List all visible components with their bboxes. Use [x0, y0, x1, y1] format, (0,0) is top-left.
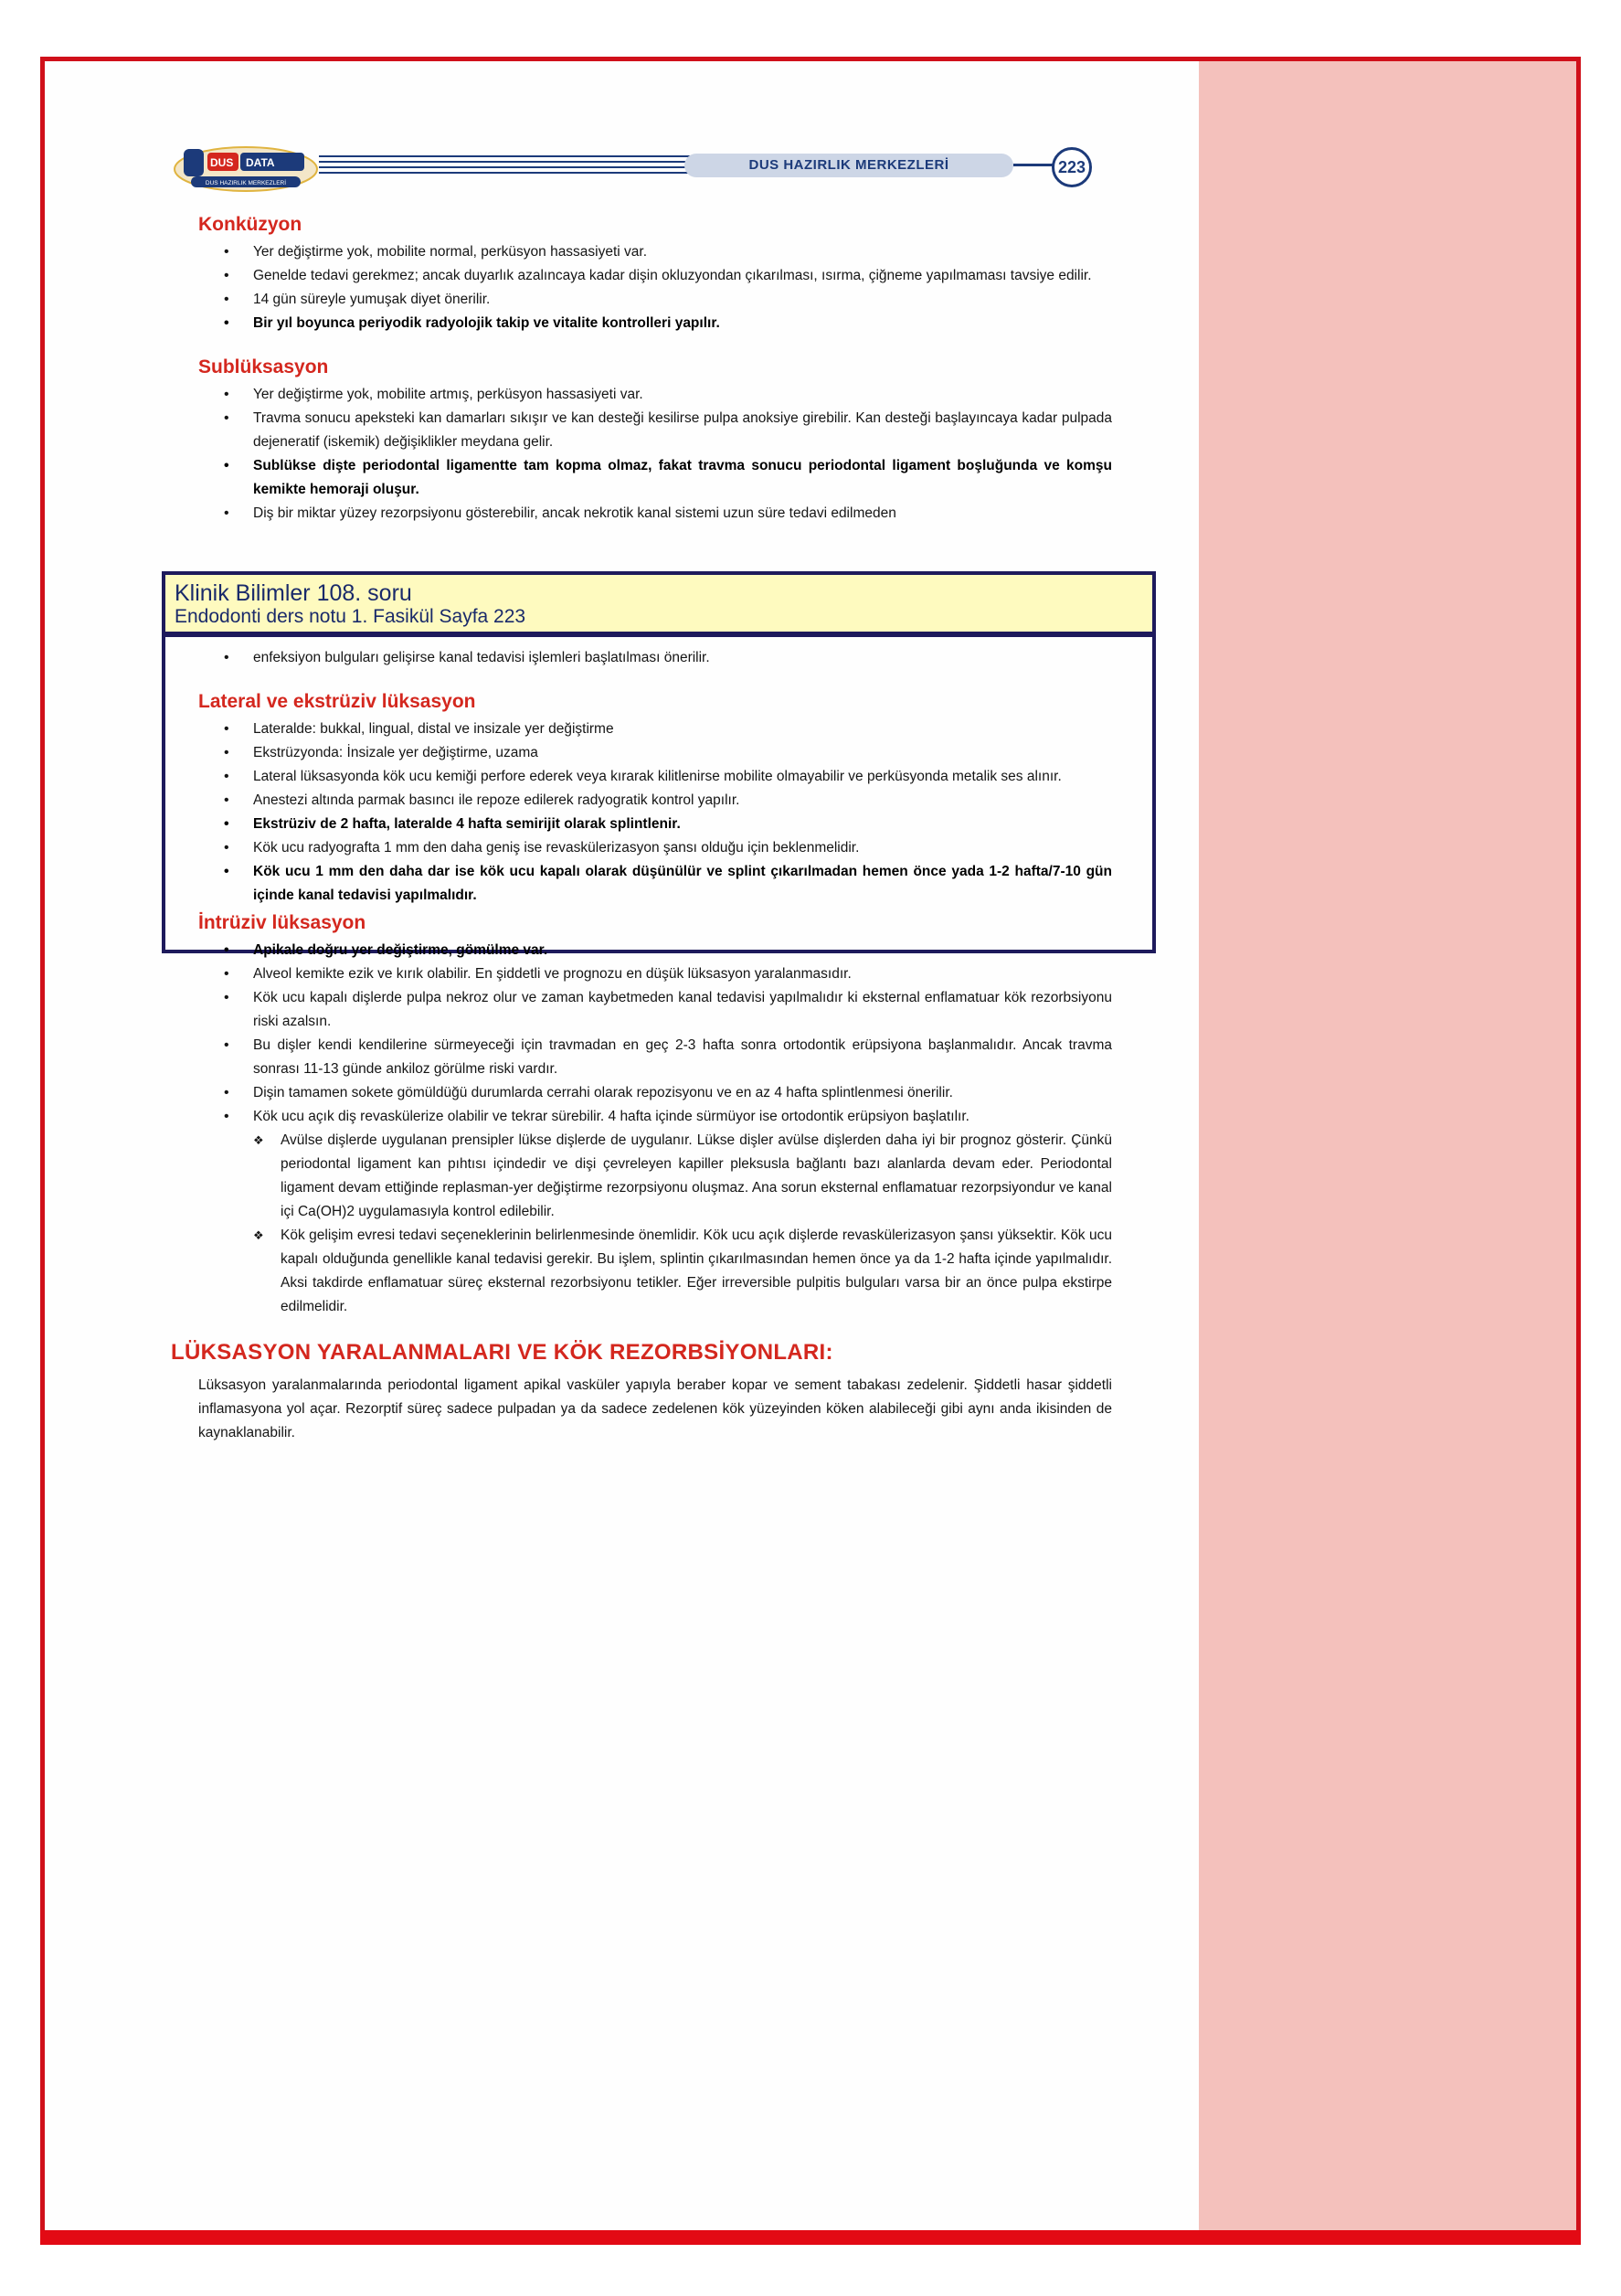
note-subtitle: Endodonti ders notu 1. Fasikül Sayfa 223 — [175, 606, 526, 627]
list-item-text: Bir yıl boyunca periyodik radyolojik takip ve vitalite kontrolleri yapılır. — [253, 315, 720, 331]
list-item — [198, 454, 1112, 502]
page-number: 223 — [1052, 147, 1092, 187]
list-item-text: Sublükse dişte periodontal ligamentte tam kopma olmaz, fakat travma sonucu periodontal ligament boşluğunda ve komşu kemikte hemoraji oluşur. — [253, 458, 1112, 497]
list-item: • 14 gün süreyle yumuşak diyet önerilir. — [198, 288, 1112, 312]
note-title: Klinik Bilimler 108. soru — [175, 580, 412, 606]
section-lateral: Lateral ve ekstrüziv lüksasyon — [198, 691, 476, 712]
list-item — [198, 312, 1112, 335]
list-item: • Ekstrüzyonda: İnsizale yer değiştirme, uzama — [198, 741, 1112, 765]
list-item: • Kök ucu açık diş revaskülerize olabilir ve tekrar sürebilir. 4 hafta içinde sürmüyor ise ortodontik erüpsiyon başlatılır. — [198, 1105, 1112, 1129]
bottom-bar — [40, 2230, 1581, 2245]
section-konkuzyon: Konküzyon — [198, 214, 302, 235]
list-item: • Kök ucu kapalı dişlerde pulpa nekroz olur ve zaman kaybetmeden kanal tedavisi yapılmalıdır ki eksternal enflamatuar kök rezorbsiyonu riski azalsın. — [198, 986, 1112, 1034]
logo-text-dus: DUS — [210, 156, 234, 169]
section-subluksasyon: Sublüksasyon — [198, 356, 329, 377]
middle-content — [171, 646, 1112, 1445]
list-item: • Alveol kemikte ezik ve kırık olabilir. En şiddetli ve prognozu en düşük lüksasyon yaralanmasıdır. — [198, 962, 1112, 986]
lateral-list — [198, 718, 1112, 908]
list-item: • Lateralde: bukkal, lingual, distal ve insizale yer değiştirme — [198, 718, 1112, 741]
document-page — [45, 61, 1199, 2241]
list-item: • Yer değiştirme yok, mobilite normal, perküsyon hassasiyeti var. — [198, 240, 1112, 264]
list-item: • Yer değiştirme yok, mobilite artmış, perküsyon hassasiyeti var. — [198, 383, 1112, 407]
konkuzyon-list — [198, 240, 1112, 335]
final-paragraph: Lüksasyon yaralanmalarında periodontal ligament apikal vasküler yapıyla beraber kopar ve sement tabakası zedelenir. Şiddetli hasar şiddetli inflamasyona yol açar. Rezorptif süreç sadece pulpadan ya da sadece zedelenen kök yüzeyinden köken alabileceği gibi aynı anda ikisinden de kaynaklanabilir. — [198, 1377, 1112, 1440]
list-item: • Kök ucu 1 mm den daha dar ise kök ucu kapalı olarak düşünülür ve splint çıkarılmadan hemen önce yada 1-2 hafta/7-10 gün içinde kanal tedavisi yapılmalıdır. — [198, 860, 1112, 908]
list-item: • Dişin tamamen sokete gömüldüğü durumlarda cerrahi olarak repozisyonu ve en az 4 hafta splintlenmesi önerilir. — [198, 1081, 1112, 1105]
dus-data-logo — [173, 142, 319, 193]
list-item: • Apikale doğru yer değiştirme, gömülme var. — [198, 939, 1112, 962]
page-frame — [40, 57, 1581, 2241]
list-item: • Kök ucu radyografta 1 mm den daha geniş ise revaskülerizasyon şansı olduğu için beklenmelidir. — [198, 836, 1112, 860]
diamond-item: ❖ Kök gelişim evresi tedavi seçeneklerinin belirlenmesinde önemlidir. Kök ucu açık dişlerde revaskülerizasyon şansı yüksektir. Kök ucu kapalı olduğunda genellikle kanal tedavisi gerekir. Bu işlem, splintin çıkarılmasından hemen önce ya da 1-2 hafta içinde yapılmalıdır. Aksi takdirde enflamatuar süreç eksternal rezorbsiyonu tetikler. Eğer irreversible pulpitis bulguları varsa bir an önce pulpa ekstirpe edilmelidir. — [198, 1224, 1112, 1319]
side-panel — [1199, 61, 1581, 2241]
diamond-item: ❖ Avülse dişlerde uygulanan prensipler lükse dişlerde de uygulanır. Lükse dişler avülse dişlerden daha iyi bir prognoz gösterir. Çünkü periodontal ligament kan pıhtısı içindedir ve dişi çevreleyen kapiller pleksusla bağlantı bazı alanlarda devam eder. Periodontal ligament devam ettiğinde replasman-yer değiştirme rezorpsiyonu oluşmaz. Ana sorun eksternal enflamatuar rezorpsiyondur ve kanal içi Ca(OH)2 uygulamasıyla kontrol edilebilir. — [198, 1129, 1112, 1224]
section-luksasyon-rezorbsiyon: LÜKSASYON YARALANMALARI VE KÖK REZORBSİYONLARI: — [171, 1340, 833, 1365]
continuation-line: • enfeksiyon bulguları gelişirse kanal tedavisi işlemleri başlatılması önerilir. — [198, 646, 1112, 670]
list-item: • Bu dişler kendi kendilerine sürmeyeceği için travmadan en geç 2-3 hafta sonra ortodontik erüpsiyona başlanmalıdır. Ancak travma sonrası 11-13 günde ankiloz görülme riski vardır. — [198, 1034, 1112, 1081]
upper-content — [198, 209, 1112, 526]
header-lines — [319, 153, 739, 178]
logo-text-data: DATA — [246, 156, 275, 169]
list-item-text: Genelde tedavi gerekmez; ancak duyarlık azalıncaya kadar dişin okluzyondan çıkarılması, ısırma, çiğneme yapılmaması tavsiye edilir. — [253, 268, 1092, 283]
list-item: • Diş bir miktar yüzey rezorpsiyonu gösterebilir, ancak nekrotik kanal sistemi uzun süre tedavi edilmeden — [198, 502, 1112, 526]
continuation-block — [198, 646, 1112, 670]
subluksasyon-list — [198, 383, 1112, 526]
logo-sub-text: DUS HAZIRLIK MERKEZLERİ — [205, 180, 287, 186]
list-item: • Anestezi altında parmak basıncı ile repoze edilerek radyogratik kontrol yapılır. — [198, 789, 1112, 813]
list-item: • Lateral lüksasyonda kök ucu kemiği perfore ederek veya kırarak kilitlenirse mobilite olmayabilir ve perküsyonda metalik ses alınır. — [198, 765, 1112, 789]
list-item — [198, 264, 1112, 288]
intruziv-list — [198, 939, 1112, 1129]
list-item: • Travma sonucu apeksteki kan damarları sıkışır ve kan desteği kesilirse pulpa anoksiye girebilir. Kan desteği başlayıncaya kadar pulpada dejeneratif (iskemik) değişiklikler meydana gelir. — [198, 407, 1112, 454]
header-title: DUS HAZIRLIK MERKEZLERİ — [684, 154, 1013, 177]
diamond-list — [198, 1129, 1112, 1319]
list-item: • Ekstrüziv de 2 hafta, lateralde 4 hafta semirijit olarak splintlenir. — [198, 813, 1112, 836]
section-intruziv: İntrüziv lüksasyon — [198, 912, 366, 933]
annotation-note — [162, 571, 1156, 635]
